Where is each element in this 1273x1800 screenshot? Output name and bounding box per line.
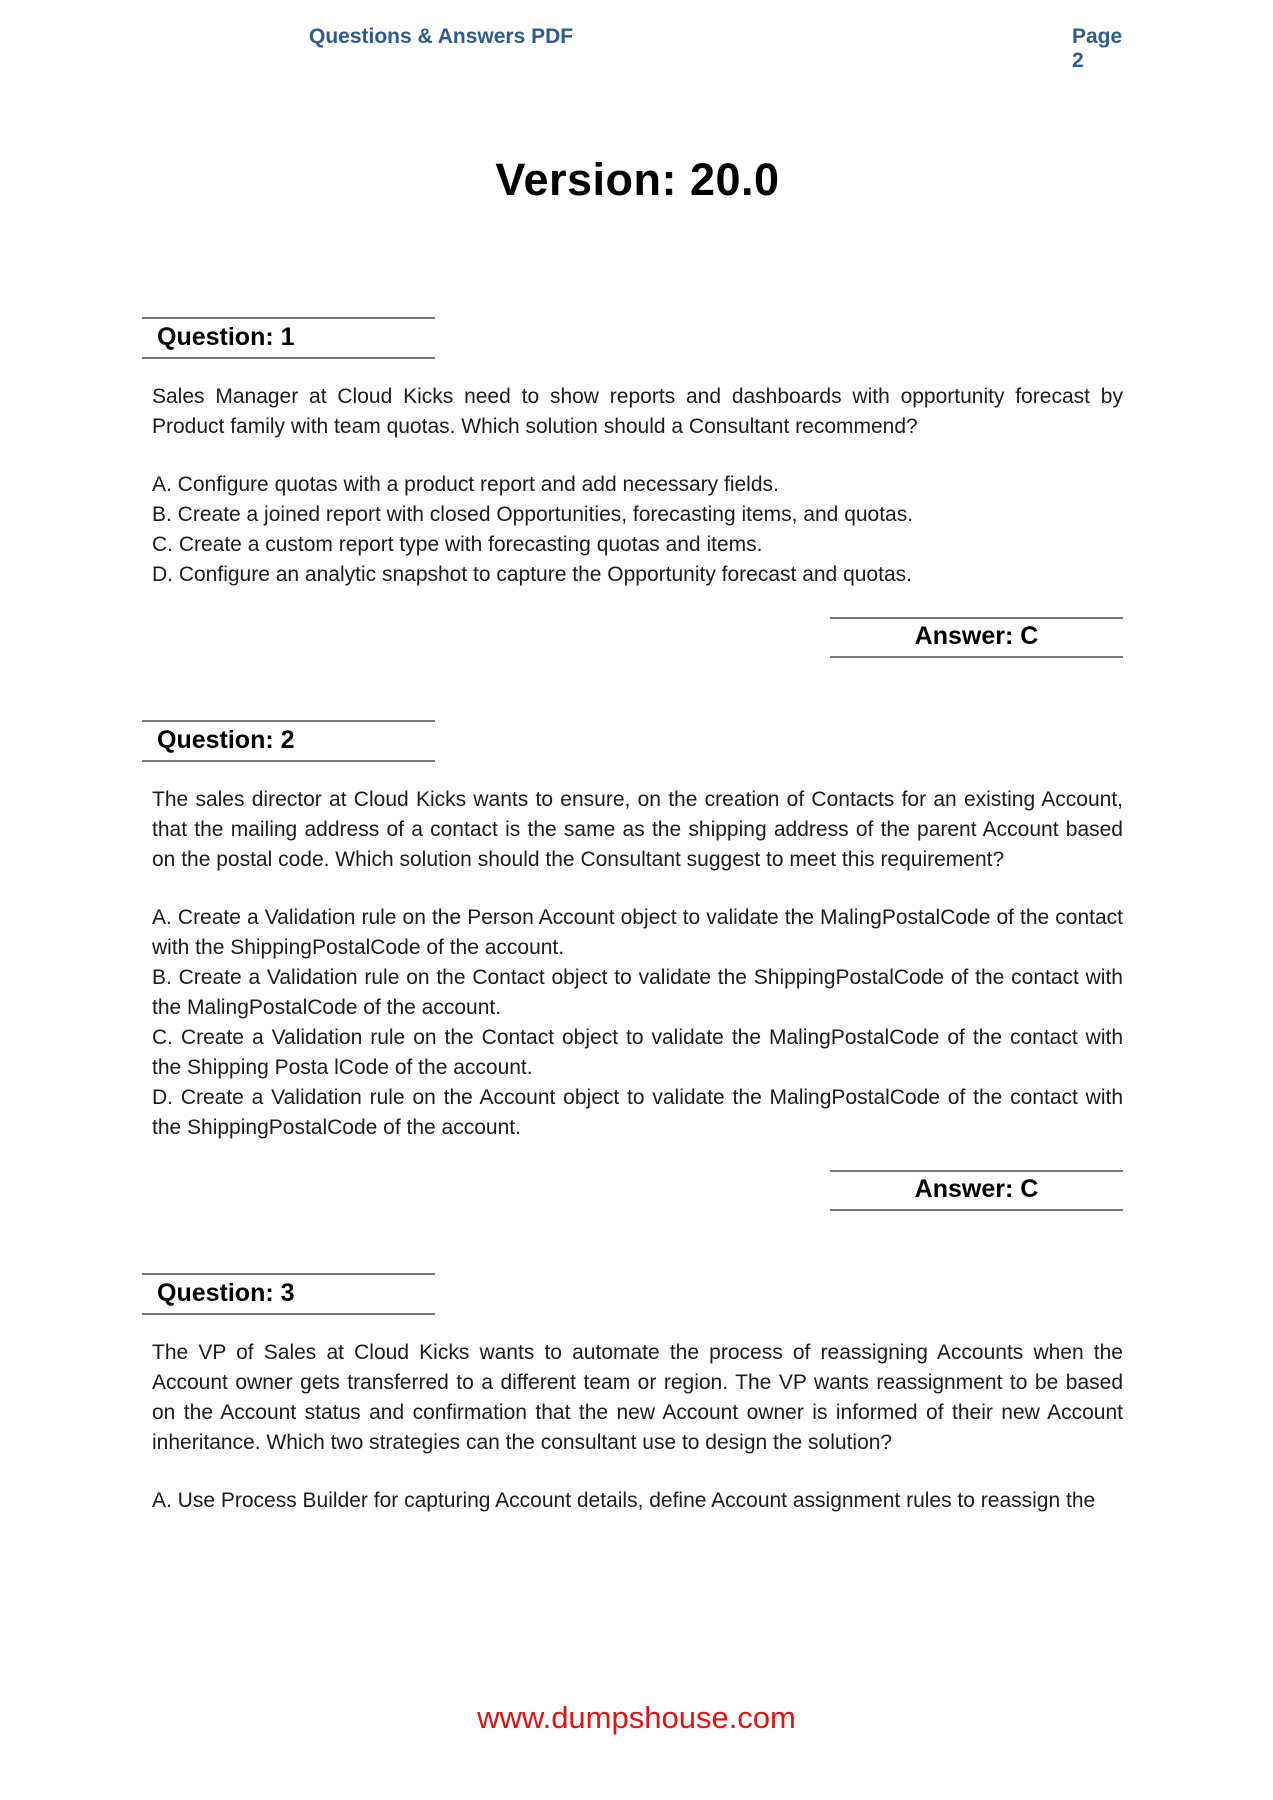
header-doc-title: Questions & Answers PDF (309, 25, 574, 48)
question-options (152, 1486, 1123, 1516)
answer-option: A. Configure quotas with a product report and add necessary fields. (152, 473, 779, 496)
question-body: The VP of Sales at Cloud Kicks wants to automate the process of reassigning Accounts when the Account owner gets transferred to a different team or region. The VP wants reassignment to be based on the Account status and confirmation that the new Account owner is informed of their new Account inheritance. Which two strategies can the consultant use to design the solution? (152, 1341, 1123, 1454)
question-label: Question: 1 (157, 323, 295, 351)
question-heading (142, 720, 435, 762)
question-section (152, 1273, 1123, 1516)
answer-option: A. Use Process Builder for capturing Account details, define Account assignment rules to reassign the (152, 1489, 1096, 1512)
answer-label: Answer: C (914, 1175, 1039, 1203)
page-header (152, 0, 1123, 72)
answer-option: C. Create a custom report type with forecasting quotas and items. (152, 533, 763, 556)
answer-label: Answer: C (914, 622, 1039, 650)
answer-box (830, 1170, 1123, 1211)
question-section (152, 720, 1123, 1211)
questions-container (152, 317, 1123, 1516)
answer-option: B. Create a joined report with closed Opportunities, forecasting items, and quotas. (152, 503, 914, 526)
answer-option: A. Create a Validation rule on the Person Account object to validate the MalingPostalCode of the contact with the ShippingPostalCode of the account. (152, 906, 1123, 959)
question-section (152, 317, 1123, 658)
answer-box (830, 617, 1123, 658)
answer-option: B. Create a Validation rule on the Contact object to validate the ShippingPostalCode of the contact with the MalingPostalCode of the account. (152, 966, 1123, 1019)
question-options (152, 470, 1123, 590)
page-footer (0, 1700, 1273, 1736)
question-heading (142, 317, 435, 359)
answer-option: C. Create a Validation rule on the Contact object to validate the MalingPostalCode of the contact with the Shipping Posta lCode of the account. (152, 1026, 1123, 1079)
answer-option: D. Configure an analytic snapshot to capture the Opportunity forecast and quotas. (152, 563, 912, 586)
answer-row (152, 617, 1123, 658)
question-body: Sales Manager at Cloud Kicks need to show reports and dashboards with opportunity forecast by Product family with team quotas. Which solution should a Consultant recommend? (152, 385, 1123, 438)
header-page-number: Page 2 (1072, 25, 1123, 72)
answer-option: D. Create a Validation rule on the Account object to validate the MalingPostalCode of the contact with the ShippingPostalCode of the account. (152, 1086, 1123, 1139)
question-label: Question: 2 (157, 726, 295, 754)
answer-row (152, 1170, 1123, 1211)
question-body: The sales director at Cloud Kicks wants to ensure, on the creation of Contacts for an existing Account, that the mailing address of a contact is the same as the shipping address of the parent Account based on the postal code. Which solution should the Consultant suggest to meet this requirement? (152, 788, 1123, 871)
question-options (152, 903, 1123, 1143)
question-heading (142, 1273, 435, 1315)
footer-url-link[interactable]: www.dumpshouse.com (477, 1700, 796, 1735)
version-title: Version: 20.0 (495, 154, 780, 205)
question-label: Question: 3 (157, 1279, 295, 1307)
